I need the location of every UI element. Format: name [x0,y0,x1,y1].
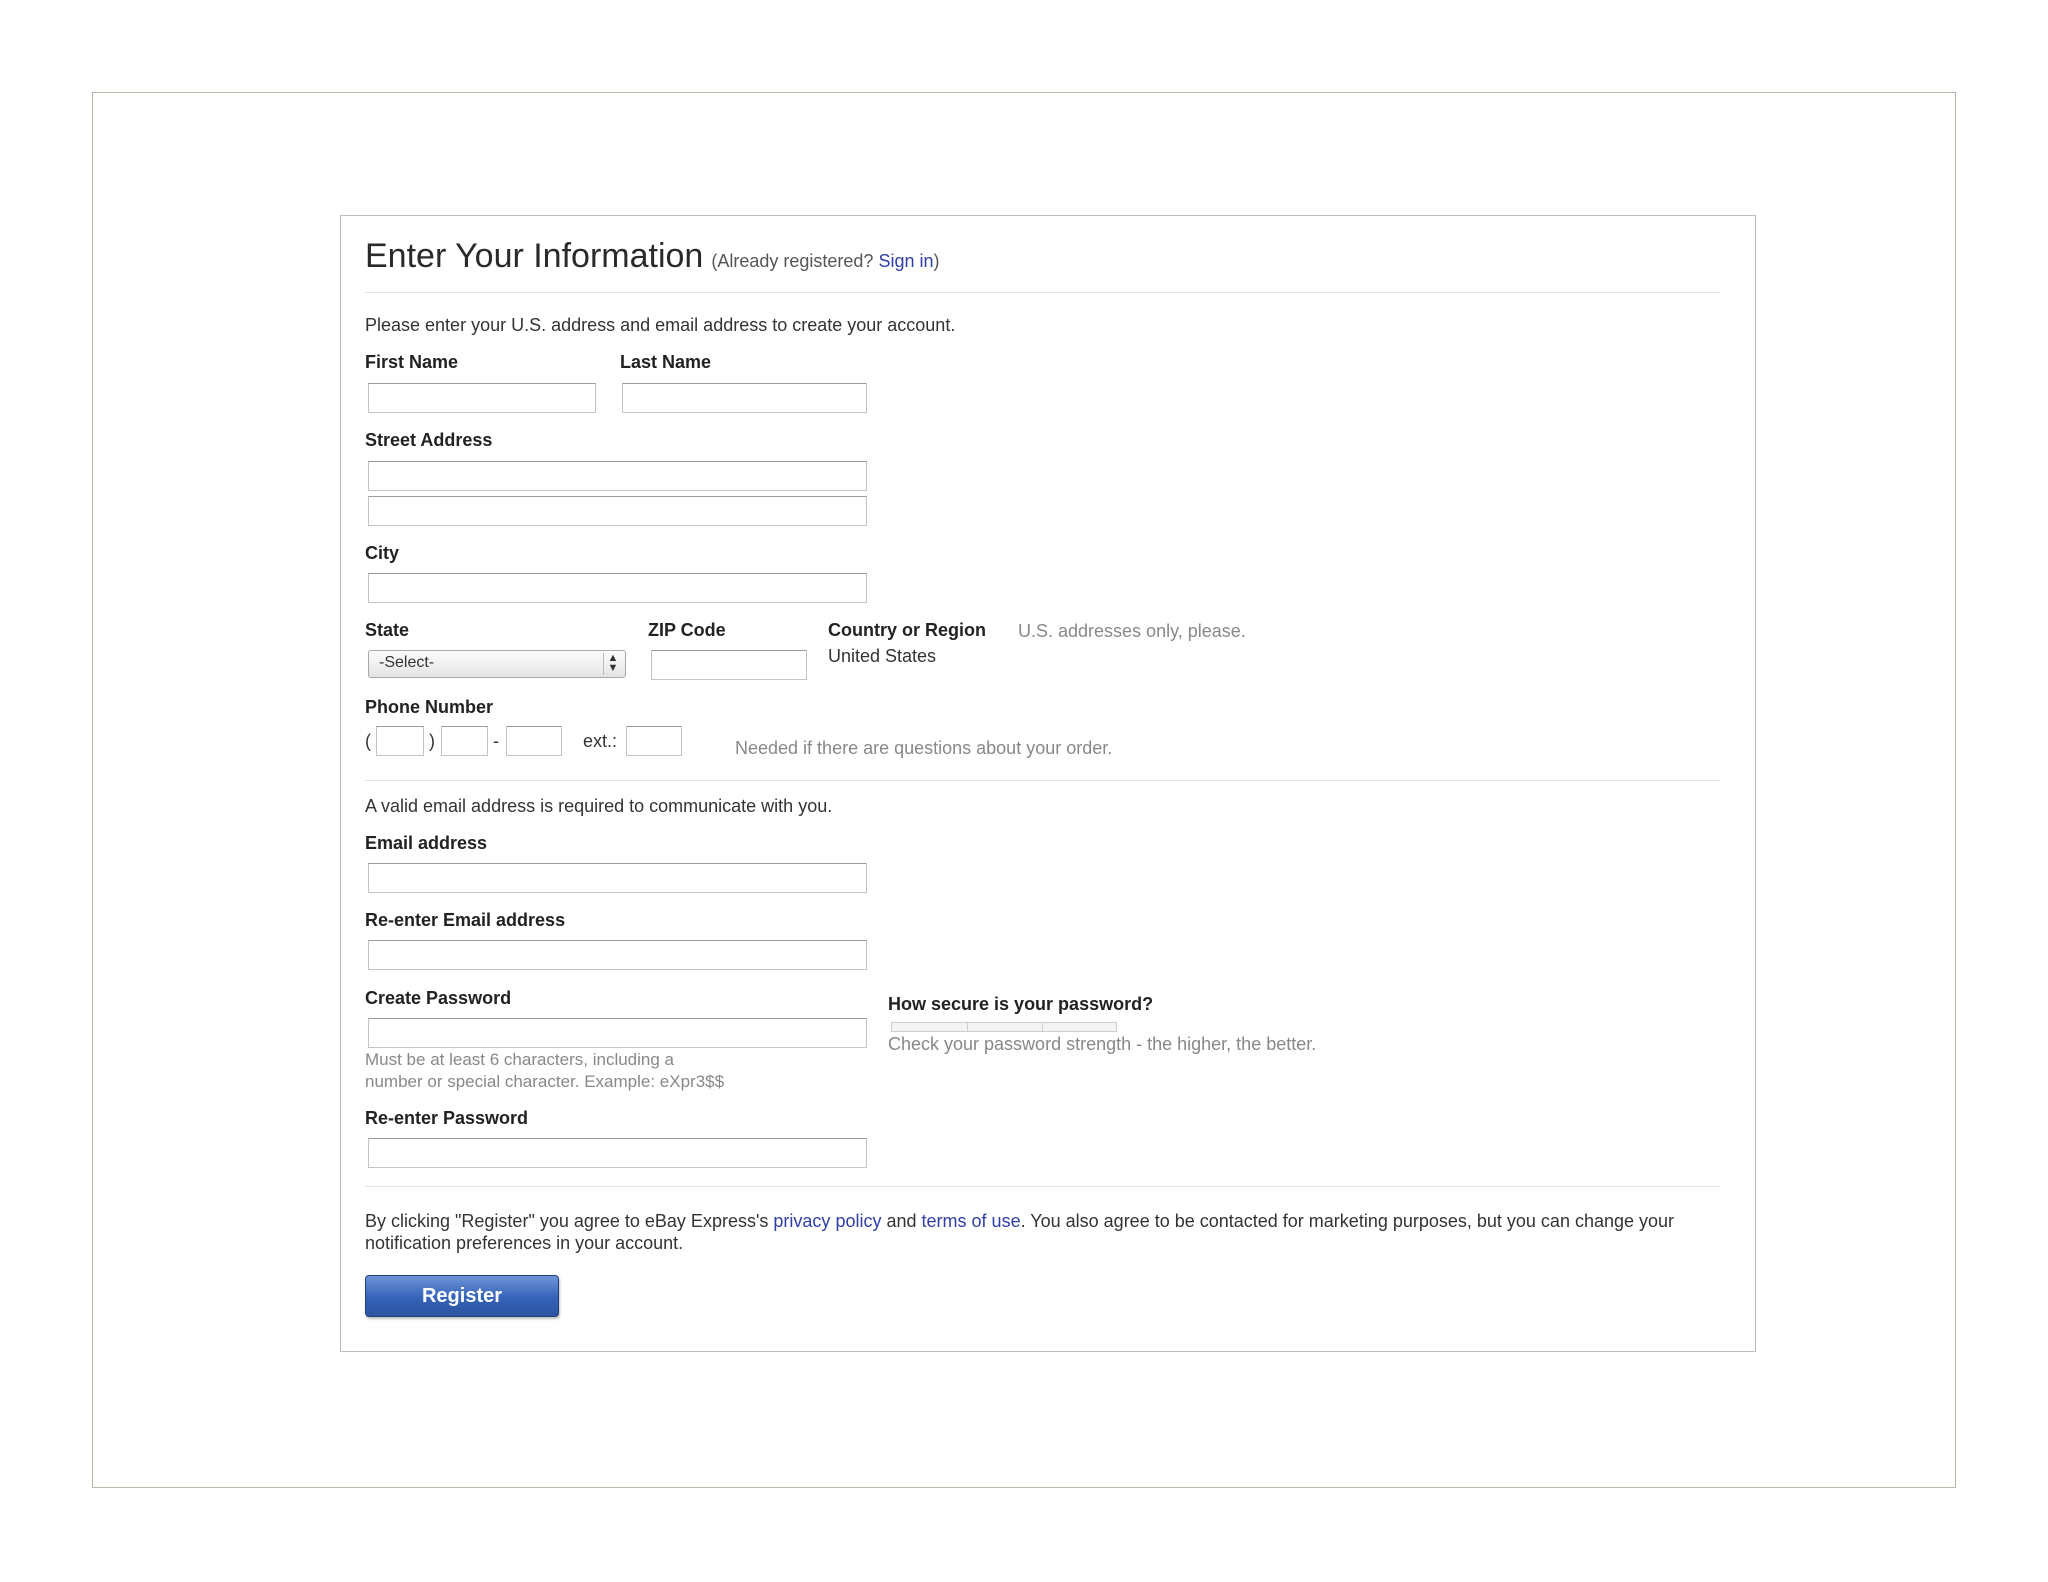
email-label: Email address [365,833,488,853]
create-password-label: Create Password [365,988,512,1008]
phone-ext-label: ext.: [583,731,618,751]
legal-and: and [886,1211,917,1231]
phone-prefix-input[interactable] [441,726,488,756]
street-address-line1-input[interactable] [368,461,867,491]
password-strength-label: How secure is your password? [888,994,1154,1014]
phone-close-paren: ) [429,731,435,751]
address-intro: Please enter your U.S. address and email address to create your account. [365,315,956,335]
password-note-line2: number or special character. Example: eXpr3$$ [365,1072,725,1091]
address-divider [365,780,1720,781]
terms-of-use-link[interactable]: terms of use [921,1211,1021,1231]
first-name-label: First Name [365,352,459,372]
phone-area-code-input[interactable] [376,726,424,756]
phone-dash: - [493,731,499,751]
register-button[interactable]: Register [365,1275,559,1317]
legal-part2: . You also agree to be contacted for marketing purposes, but you can change your notification preferences in your account. [365,1211,1675,1253]
close-paren: ) [933,251,940,271]
password-requirements-note [365,1049,724,1093]
select-arrows-icon: ▲ ▼ [603,653,622,675]
page-title-text: Enter Your Information [365,237,704,275]
last-name-label: Last Name [620,352,712,372]
state-select-value: -Select- [379,654,435,671]
zip-code-input[interactable] [651,650,807,680]
already-registered-text [711,251,939,271]
street-address-label: Street Address [365,430,493,450]
create-password-input[interactable] [368,1018,867,1048]
phone-line-input[interactable] [506,726,562,756]
page-title [365,237,939,276]
password-note-line1: Must be at least 6 characters, including a [365,1050,674,1069]
state-select[interactable] [368,650,626,678]
phone-ext-input[interactable] [626,726,682,756]
already-registered-label: (Already registered? [711,251,874,271]
legal-agreement-text [365,1210,1720,1254]
city-input[interactable] [368,573,867,603]
header-divider [365,292,1720,293]
password-strength-hint: Check your password strength - the higher, the better. [888,1034,1317,1054]
last-name-input[interactable] [622,383,867,413]
zip-code-label: ZIP Code [648,620,726,640]
phone-number-label: Phone Number [365,697,494,717]
country-value: United States [828,646,937,666]
account-intro: A valid email address is required to communicate with you. [365,796,833,816]
city-label: City [365,543,400,563]
country-label: Country or Region [828,620,986,640]
sign-in-link[interactable]: Sign in [878,251,934,271]
country-hint: U.S. addresses only, please. [1018,621,1246,641]
street-address-line2-input[interactable] [368,496,867,526]
reenter-email-input[interactable] [368,940,867,970]
reenter-email-label: Re-enter Email address [365,910,566,930]
phone-open-paren: ( [365,731,371,751]
state-label: State [365,620,410,640]
account-divider [365,1186,1720,1187]
email-input[interactable] [368,863,867,893]
privacy-policy-link[interactable]: privacy policy [773,1211,882,1231]
reenter-password-input[interactable] [368,1138,867,1168]
phone-hint: Needed if there are questions about your order. [735,738,1113,758]
password-strength-meter [891,1022,1117,1032]
first-name-input[interactable] [368,383,596,413]
legal-part1: By clicking "Register" you agree to eBay Express's [365,1211,769,1231]
reenter-password-label: Re-enter Password [365,1108,529,1128]
